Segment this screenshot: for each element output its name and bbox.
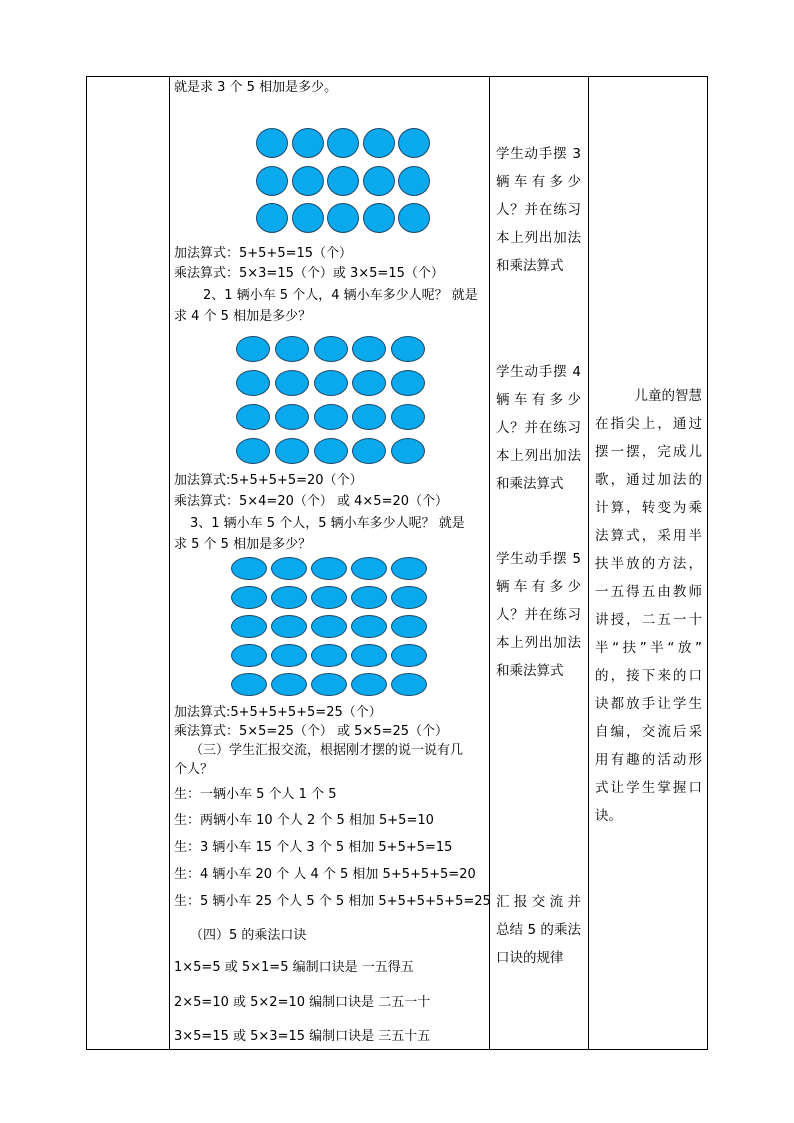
counter-dot — [292, 203, 324, 233]
counter-dot — [275, 336, 309, 362]
student-activity-2: 学生动手摆 4 辆车有多少 人？并在练习 本上列出加法 和乘法算式 — [496, 364, 581, 492]
report-line: 生：一辆小车 5 个人 1 个 5 — [174, 787, 337, 802]
counter-dot — [271, 557, 307, 580]
counter-dot — [398, 128, 430, 158]
counter-dot — [363, 128, 395, 158]
question-3-line2: 求 5 个 5 相加是多少？ — [174, 537, 312, 552]
report-line: 生：4 辆小车 20 个 人 4 个 5 相加 5+5+5+5=20 — [174, 867, 476, 882]
design-intent-line: 一五得五由教师 — [595, 584, 702, 600]
counter-dot — [391, 438, 425, 464]
counter-dot — [256, 203, 288, 233]
student-activity-1: 学生动手摆 3 辆车有多少 人？并在练习 本上列出加法 和乘法算式 — [496, 146, 581, 274]
counter-dot — [311, 615, 347, 638]
counter-dot — [351, 557, 387, 580]
rhyme-line: 3×5=15 或 5×3=15 编制口诀是 三五十五 — [174, 1029, 431, 1044]
student-activity-4: 汇报交流并 总结 5 的乘法 口诀的规律 — [496, 894, 581, 966]
counter-dot — [271, 644, 307, 667]
counter-dot — [271, 673, 307, 696]
ex3-multiplication: 乘法算式：5×5=25（个） 或 5×5=25（个） — [174, 724, 449, 739]
counter-dot — [327, 128, 359, 158]
design-intent-line: 扶半放的方法， — [595, 556, 702, 572]
design-intent-line: 歌，通过加法的 — [595, 472, 702, 488]
counter-dot — [236, 336, 270, 362]
question-3-line1: 3、1 辆小车 5 个人，5 辆小车多少人呢？ 就是 — [190, 516, 465, 531]
counter-dot — [256, 166, 288, 196]
counter-dot — [236, 370, 270, 396]
counter-dot — [311, 673, 347, 696]
design-intent-line: 儿童的智慧 — [634, 388, 702, 404]
counter-dot — [271, 586, 307, 609]
counter-dot — [352, 336, 386, 362]
counter-dot — [352, 438, 386, 464]
design-intent-line: 自编，交流后采 — [595, 724, 702, 740]
design-intent-line: 法算式，采用半 — [595, 528, 702, 544]
counter-dot — [327, 203, 359, 233]
design-intent — [595, 382, 702, 830]
counter-dot — [391, 336, 425, 362]
counter-dot — [256, 128, 288, 158]
design-intent-line: 讲授，二五一十 — [595, 612, 702, 628]
design-intent-line: 用有趣的活动形 — [595, 752, 702, 768]
section-4-heading: （四）5 的乘法口诀 — [190, 928, 307, 943]
section-3-line2: 个人？ — [174, 762, 214, 777]
column-divider — [169, 77, 170, 1049]
design-intent-line: 诀都放手让学生 — [595, 696, 702, 712]
dot-grid-four-cars — [236, 336, 425, 464]
counter-dot — [311, 644, 347, 667]
section-3-line1: （三）学生汇报交流，根据刚才摆的说一说有几 — [190, 743, 464, 758]
question-2-line1: 2、1 辆小车 5 个人，4 辆小车多少人呢？ 就是 — [203, 288, 478, 303]
report-line: 生：两辆小车 10 个人 2 个 5 相加 5+5=10 — [174, 813, 434, 828]
design-intent-line: 在指尖上，通过 — [595, 416, 702, 432]
counter-dot — [391, 557, 427, 580]
counter-dot — [231, 644, 267, 667]
counter-dot — [231, 615, 267, 638]
ex1-multiplication: 乘法算式：5×3=15（个）或 3×5=15（个） — [174, 266, 444, 281]
counter-dot — [351, 673, 387, 696]
counter-dot — [391, 586, 427, 609]
counter-dot — [351, 586, 387, 609]
design-intent-line: 的，接下来的口 — [595, 668, 702, 684]
counter-dot — [231, 586, 267, 609]
counter-dot — [292, 128, 324, 158]
counter-dot — [236, 404, 270, 430]
ex2-multiplication: 乘法算式：5×4=20（个） 或 4×5=20（个） — [174, 494, 449, 509]
counter-dot — [314, 336, 348, 362]
intro-line: 就是求 3 个 5 相加是多少。 — [174, 80, 338, 95]
counter-dot — [327, 166, 359, 196]
counter-dot — [391, 370, 425, 396]
counter-dot — [236, 438, 270, 464]
student-activity-3: 学生动手摆 5 辆车有多少 人？并在练习 本上列出加法 和乘法算式 — [496, 551, 581, 679]
counter-dot — [351, 615, 387, 638]
counter-dot — [398, 166, 430, 196]
counter-dot — [391, 615, 427, 638]
ex3-addition: 加法算式:5+5+5+5+5=25（个） — [174, 705, 382, 720]
counter-dot — [398, 203, 430, 233]
design-intent-line: 摆一摆，完成儿 — [595, 444, 702, 460]
rhyme-line: 1×5=5 或 5×1=5 编制口诀是 一五得五 — [174, 960, 414, 975]
counter-dot — [352, 404, 386, 430]
counter-dot — [275, 404, 309, 430]
counter-dot — [231, 557, 267, 580]
rhyme-line: 2×5=10 或 5×2=10 编制口诀是 二五一十 — [174, 995, 431, 1010]
counter-dot — [391, 673, 427, 696]
ex2-addition: 加法算式:5+5+5+5=20（个） — [174, 473, 363, 488]
counter-dot — [314, 438, 348, 464]
report-line: 生：3 辆小车 15 个人 3 个 5 相加 5+5+5=15 — [174, 840, 453, 855]
counter-dot — [275, 438, 309, 464]
question-2-line2: 求 4 个 5 相加是多少？ — [174, 309, 312, 324]
counter-dot — [314, 370, 348, 396]
counter-dot — [391, 404, 425, 430]
dot-grid-five-cars — [231, 557, 427, 697]
design-intent-line: 半“扶”半“放” — [595, 640, 702, 656]
counter-dot — [352, 370, 386, 396]
dot-grid-three-cars — [256, 128, 431, 232]
report-line: 生：5 辆小车 25 个人 5 个 5 相加 5+5+5+5+5=25 — [174, 894, 491, 909]
counter-dot — [275, 370, 309, 396]
counter-dot — [311, 586, 347, 609]
counter-dot — [292, 166, 324, 196]
design-intent-line: 式让学生掌握口 — [595, 780, 702, 796]
counter-dot — [311, 557, 347, 580]
counter-dot — [363, 166, 395, 196]
counter-dot — [351, 644, 387, 667]
counter-dot — [271, 615, 307, 638]
design-intent-line: 计算，转变为乘 — [595, 500, 702, 516]
counter-dot — [314, 404, 348, 430]
column-divider — [588, 77, 589, 1049]
counter-dot — [231, 673, 267, 696]
counter-dot — [391, 644, 427, 667]
design-intent-line: 诀。 — [595, 808, 622, 824]
ex1-addition: 加法算式：5+5+5=15（个） — [174, 246, 353, 261]
counter-dot — [363, 203, 395, 233]
